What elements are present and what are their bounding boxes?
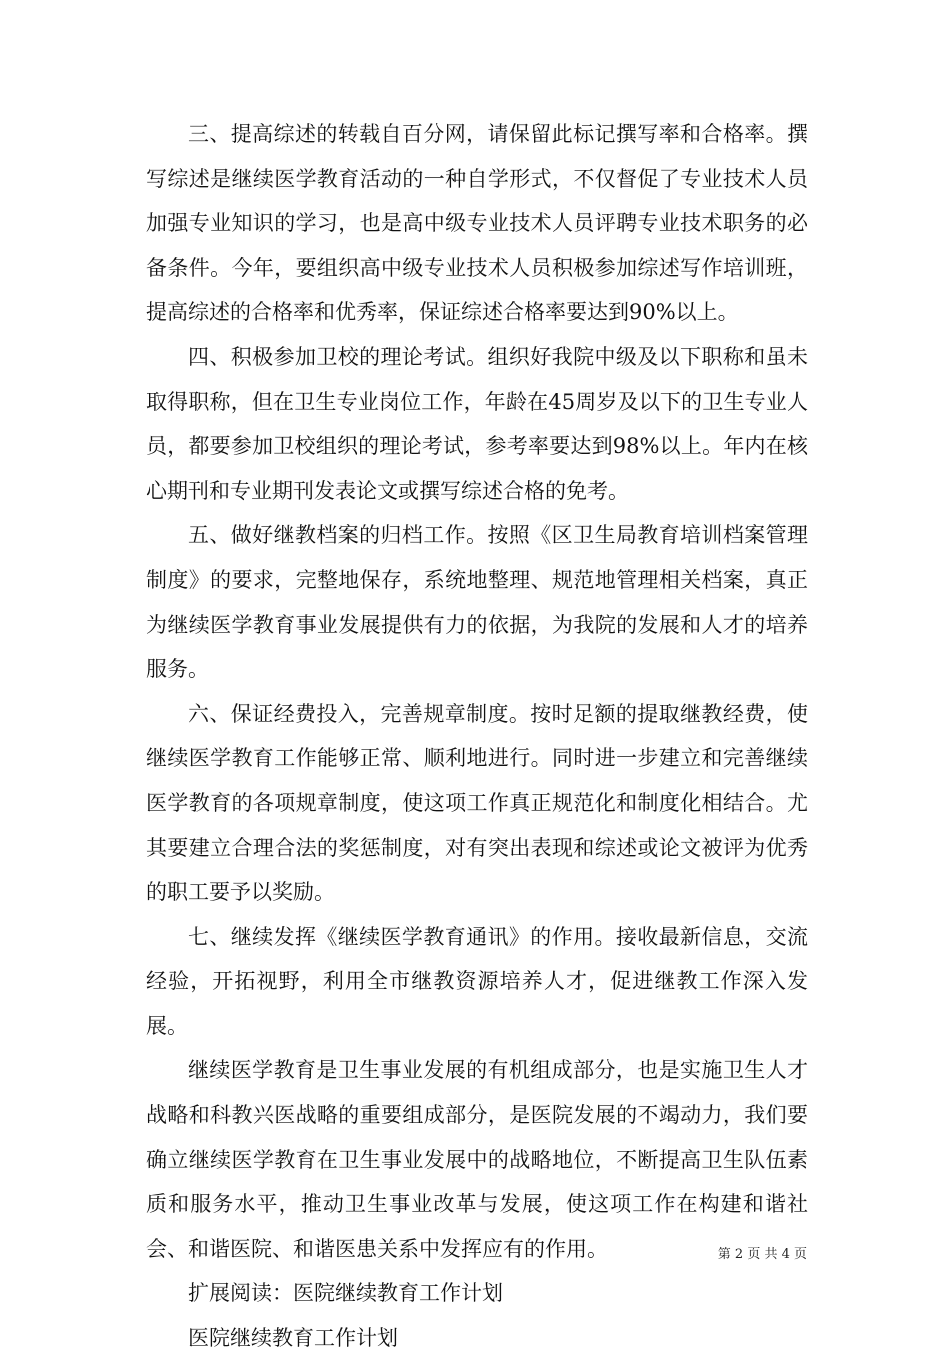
paragraph-plan-title: 医院继续教育工作计划 <box>188 1326 398 1351</box>
document-body <box>146 112 808 1361</box>
paragraph-section-5: 五、做好继教档案的归档工作。按照《区卫生局教育培训档案管理制度》的要求，完整地保存，系统地整理、规范地管理相关档案，真正为继续医学教育事业发展提供有力的依据，为我院的发展和人才的培养服务。 <box>146 523 808 682</box>
paragraph-section-4: 四、积极参加卫校的理论考试。组织好我院中级及以下职称和虽未取得职称，但在卫生专业岗位工作，年龄在45周岁及以下的卫生专业人员，都要参加卫校组织的理论考试，参考率要达到98%以上。年内在核心期刊和专业期刊发表论文或撰写综述合格的免考。 <box>146 344 808 503</box>
paragraph-section-3: 三、提高综述的转载自百分网，请保留此标记撰写率和合格率。撰写综述是继续医学教育活动的一种自学形式，不仅督促了专业技术人员加强专业知识的学习，也是高中级专业技术人员评聘专业技术职务的必备条件。今年，要组织高中级专业技术人员积极参加综述写作培训班，提高综述的合格率和优秀率，保证综述合格率要达到90%以上。 <box>146 122 808 325</box>
paragraph-section-7: 七、继续发挥《继续医学教育通讯》的作用。接收最新信息，交流经验，开拓视野，利用全市继教资源培养人才，促进继教工作深入发展。 <box>146 924 808 1038</box>
paragraph-section-6: 六、保证经费投入，完善规章制度。按时足额的提取继教经费，使继续医学教育工作能够正常、顺利地进行。同时进一步建立和完善继续医学教育的各项规章制度，使这项工作真正规范化和制度化相结合。尤其要建立合理合法的奖惩制度，对有突出表现和综述或论文被评为优秀的职工要予以奖励。 <box>146 701 808 905</box>
paragraph-extended-reading: 扩展阅读：医院继续教育工作计划 <box>188 1281 503 1306</box>
paragraph-conclusion: 继续医学教育是卫生事业发展的有机组成部分，也是实施卫生人才战略和科教兴医战略的重要组成部分，是医院发展的不竭动力，我们要确立继续医学教育在卫生事业发展中的战略地位，不断提高卫生队伍素质和服务水平，推动卫生事业改革与发展，使这项工作在构建和谐社会、和谐医院、和谐医患关系中发挥应有的作用。 <box>146 1058 808 1261</box>
page-number-footer: 第 2 页 共 4 页 <box>717 1247 807 1262</box>
